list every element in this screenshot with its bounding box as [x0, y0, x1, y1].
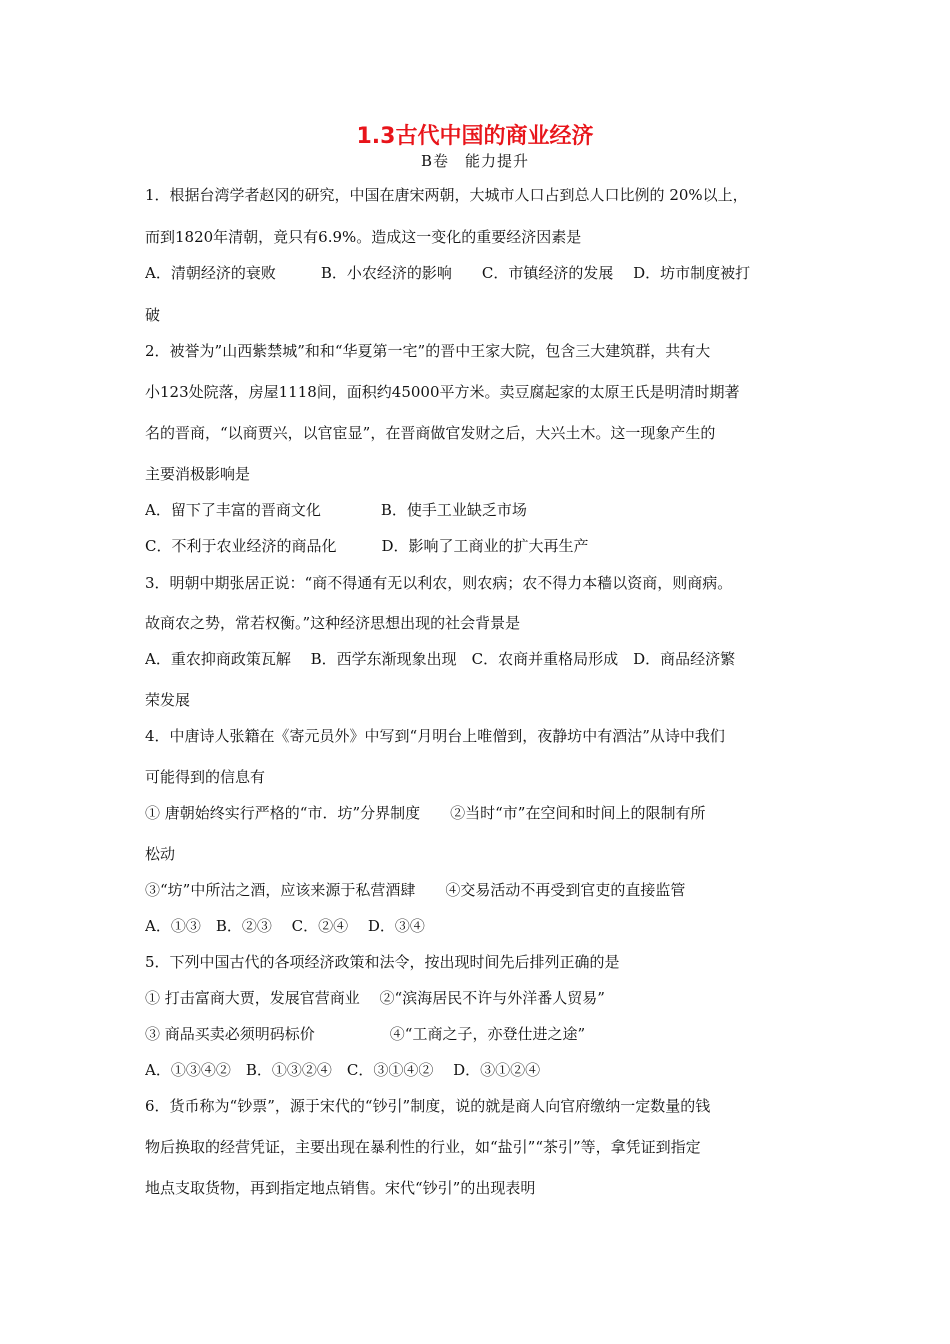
page-title: 1.3古代中国的商业经济	[356, 124, 594, 149]
q3-options: A．重农抑商政策瓦解 B．西学东渐现象出现 C．农商并重格局形成 D．商品经济繁	[145, 650, 736, 668]
q5-items-12: ① 打击富商大贾，发展官营商业 ②“滨海居民不许与外洋番人贸易”	[145, 989, 605, 1007]
q4-statements-12: ① 唐朝始终实行严格的“市．坊”分界制度 ②当时“市”在空间和时间上的限制有所	[145, 804, 706, 822]
q2-options-ab: A．留下了丰富的晋商文化 B．使手工业缺乏市场	[145, 501, 527, 519]
q3-stem-line-2: 故商农之势，常若权衡。”这种经济思想出现的社会背景是	[145, 614, 521, 632]
q6-stem-line-1: 6．货币称为“钞票”，源于宋代的“钞引”制度，说的就是商人向官府缴纳一定数量的钱	[145, 1097, 711, 1115]
q2-stem-line-1: 2．被誉为”山西紫禁城”和和“华夏第一宅”的晋中王家大院，包含三大建筑群，共有大	[145, 342, 711, 360]
q2-options-cd: C．不利于农业经济的商品化 D．影响了工商业的扩大再生产	[145, 537, 589, 555]
q2-stem-line-3: 名的晋商，“以商贾兴，以官宦显”，在晋商做官发财之后，大兴土木。这一现象产生的	[145, 424, 716, 442]
q1-options: A．清朝经济的衰败 B．小农经济的影响 C．市镇经济的发展 D．坊市制度被打	[145, 264, 751, 282]
q4-stem-line-1: 4．中唐诗人张籍在《寄元员外》中写到“月明台上唯僧到，夜静坊中有酒沽”从诗中我们	[145, 727, 725, 745]
q3-stem-line-1: 3．明朝中期张居正说：“商不得通有无以利农，则农病；农不得力本穑以资商，则商病。	[145, 574, 733, 592]
q5-options: A．①③④② B．①③②④ C．③①④② D．③①②④	[145, 1061, 541, 1079]
q5-items-34: ③ 商品买卖必须明码标价 ④“工商之子，亦登仕进之途”	[145, 1025, 586, 1043]
q4-statements-34: ③“坊”中所沽之酒，应该来源于私营酒肆 ④交易活动不再受到官吏的直接监管	[145, 881, 686, 899]
q1-options-wrap: 破	[145, 306, 161, 324]
q2-stem-line-4: 主要消极影响是	[145, 465, 251, 483]
q1-stem-line-1: 1．根据台湾学者赵冈的研究，中国在唐宋两朝，大城市人口占到总人口比例的 20%以上，	[145, 186, 748, 204]
q5-stem: 5．下列中国古代的各项经济政策和法令，按出现时间先后排列正确的是	[145, 953, 620, 971]
q4-stem-line-2: 可能得到的信息有	[145, 768, 266, 786]
q6-stem-line-3: 地点支取货物，再到指定地点销售。宋代“钞引”的出现表明	[145, 1179, 536, 1197]
q1-stem-line-2: 而到1820年清朝，竟只有6.9%。造成这一变化的重要经济因素是	[145, 228, 582, 246]
q2-stem-line-2: 小123处院落，房屋1118间，面积约45000平方米。卖豆腐起家的太原王氏是明清时期著	[145, 383, 740, 401]
q4-options: A．①③ B．②③ C．②④ D．③④	[145, 917, 425, 935]
q6-stem-line-2: 物后换取的经营凭证，主要出现在暴利性的行业，如“盐引”“茶引”等，拿凭证到指定	[145, 1138, 701, 1156]
q3-options-wrap: 荣发展	[145, 691, 191, 709]
q4-statements-12-wrap: 松动	[145, 845, 176, 863]
page-subtitle: B卷 能力提升	[420, 152, 530, 170]
